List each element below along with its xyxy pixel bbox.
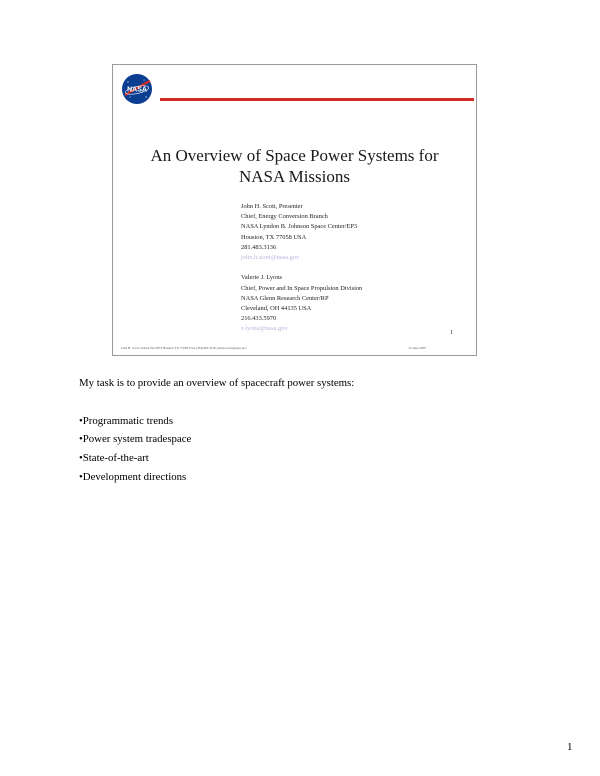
presenter2-phone: 216.433.5970 [241,315,277,323]
presenter2-city: Cleveland, OH 44135 USA [241,305,312,313]
presenter2-name: Valerie J. Lyons [241,274,282,282]
slide-title [113,145,476,187]
speaker-notes [79,374,354,487]
presenter1-city: Houston, TX 77058 USA [241,233,307,241]
header-rule [160,98,474,101]
presenter1-phone: 281.483.3136 [241,243,277,251]
notes-bullet: •Power system tradespace [79,433,192,446]
presenter2-role: Chief, Power and In Space Propulsion Division [241,284,363,292]
notes-bullet: •Programmatic trends [79,414,174,427]
slide-number: 1 [450,330,453,336]
slide-thumbnail [112,64,477,356]
nasa-logo-text: NASA [127,86,147,94]
notes-bullet: •State-of-the-art [79,452,149,465]
presenter-info [241,202,362,335]
nasa-logo-icon [121,73,153,105]
spacer [241,263,362,273]
title-line-1: An Overview of Space Power Systems for [150,146,439,165]
page-number: 1 [567,741,573,753]
presenter1-org: NASA Lyndon B. Johnson Space Center/EP3 [241,223,358,231]
notes-bullet: •Development directions [79,470,187,483]
slide-footer-date: 25 June 2007 [408,346,426,350]
presenter1-email-link[interactable]: john.h.scott@nasa.gov [241,254,300,262]
presenter2-org: NASA Glenn Research Center/RP [241,294,329,302]
slide-footer-contact: John H. Scott, NASA JSC/EP3 Houston TX 77058 USA (281)483-3136 john.h.scott@nasa.gov [121,346,247,350]
presenter1-name: John H. Scott, Presenter [241,203,303,210]
title-line-2: NASA Missions [238,167,350,186]
presenter2-email-link[interactable]: v.lyons@nasa.gov [241,325,288,333]
presenter1-role: Chief, Energy Conversion Branch [241,213,328,221]
notes-intro: My task is to provide an overview of spacecraft power systems: [79,377,355,389]
